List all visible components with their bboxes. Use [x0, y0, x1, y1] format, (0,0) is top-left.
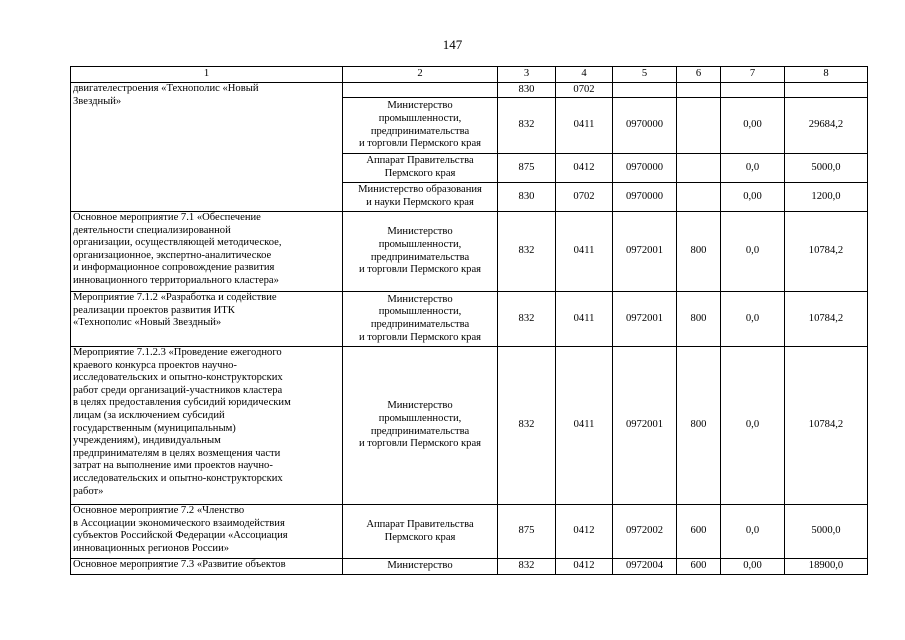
code-expense-type: 800: [677, 347, 721, 505]
code-expense-type: [677, 83, 721, 98]
code-grbs: 875: [498, 505, 556, 559]
value-col8: 5000,0: [785, 505, 868, 559]
column-header: 4: [556, 67, 613, 83]
organization-name: Министерство: [387, 560, 453, 572]
value-col8: 5000,0: [785, 154, 868, 183]
table-row: [71, 212, 868, 292]
organization-name: Министерство промышленности, предпринимательства и торговли Пермского края: [358, 400, 482, 450]
code-grbs: 832: [498, 559, 556, 575]
code-target: 0970000: [613, 183, 677, 212]
code-target: [613, 83, 677, 98]
measure-description: Основное мероприятие 7.3 «Развитие объектов: [73, 559, 286, 570]
measure-description-cell: [71, 559, 343, 575]
code-section: 0702: [556, 83, 613, 98]
measure-description: Основное мероприятие 7.2 «Членство в Ассоциации экономического взаимодействия субъектов Российской Федерации «Ассоциация инновационных регионов России»: [73, 505, 288, 554]
column-header: 2: [343, 67, 498, 83]
value-col8: 10784,2: [785, 292, 868, 347]
measure-description: Мероприятие 7.1.2.3 «Проведение ежегодного краевого конкурса проектов научно- исследовательских и опытно-конструкторских работ среди организаций-участников кластера в целях предоставления субсидий юридическим лицам (за исключением субсидий государственным (муниципальным) учреждениям), индивидуальным предпринимателям в целях возмещения части затрат на выполнение ими проектов научно- исследовательских и опытно-конструкторских работ»: [73, 347, 291, 497]
value-col7: 0,00: [721, 559, 785, 575]
organization-cell: [343, 154, 498, 183]
code-grbs: 832: [498, 292, 556, 347]
code-target: 0972002: [613, 505, 677, 559]
code-target: 0970000: [613, 98, 677, 154]
code-expense-type: 800: [677, 212, 721, 292]
measure-description-cell: [71, 505, 343, 559]
value-col7: [721, 83, 785, 98]
value-col7: 0,00: [721, 183, 785, 212]
page-number: 147: [442, 37, 463, 52]
value-col8: 10784,2: [785, 212, 868, 292]
code-grbs: 830: [498, 83, 556, 98]
code-section: 0411: [556, 292, 613, 347]
code-expense-type: [677, 98, 721, 154]
table-row: [71, 83, 868, 98]
organization-cell: [343, 505, 498, 559]
code-section: 0411: [556, 347, 613, 505]
code-section: 0702: [556, 183, 613, 212]
column-header: 6: [677, 67, 721, 83]
code-grbs: 832: [498, 98, 556, 154]
value-col8: 10784,2: [785, 347, 868, 505]
organization-cell: [343, 559, 498, 575]
code-grbs: 830: [498, 183, 556, 212]
measure-description-cell: [71, 292, 343, 347]
code-target: 0972004: [613, 559, 677, 575]
code-section: 0412: [556, 154, 613, 183]
organization-cell: [343, 212, 498, 292]
value-col7: 0,0: [721, 292, 785, 347]
code-grbs: 875: [498, 154, 556, 183]
table-row: [71, 292, 868, 347]
code-expense-type: [677, 183, 721, 212]
measure-description: Основное мероприятие 7.1 «Обеспечение деятельности специализированной организации, осуществляющей методическое, организационное, экспертно-аналитическое и информационное сопровождение развития инновационного территориального кластера»: [73, 212, 282, 286]
measure-description: Мероприятие 7.1.2 «Разработка и содействие реализации проектов развития ИТК «Технополис «Новый Звездный»: [73, 292, 277, 329]
organization-cell: [343, 292, 498, 347]
value-col7: 0,0: [721, 505, 785, 559]
measure-description: двигателестроения «Технополис «Новый Звездный»: [73, 83, 259, 107]
code-expense-type: [677, 154, 721, 183]
organization-cell: [343, 98, 498, 154]
code-section: 0412: [556, 505, 613, 559]
measure-description-cell: [71, 347, 343, 505]
organization-name: Аппарат Правительства Пермского края: [366, 518, 474, 543]
code-section: 0412: [556, 559, 613, 575]
table-header-row: [71, 67, 868, 83]
code-expense-type: 600: [677, 505, 721, 559]
code-grbs: 832: [498, 347, 556, 505]
organization-name: Министерство образования и науки Пермского края: [358, 184, 482, 208]
code-expense-type: 600: [677, 559, 721, 575]
value-col8: 18900,0: [785, 559, 868, 575]
value-col7: 0,0: [721, 347, 785, 505]
organization-cell: [343, 83, 498, 98]
table-row: [71, 347, 868, 505]
organization-name: Министерство промышленности, предпринимательства и торговли Пермского края: [358, 226, 482, 276]
column-header: 8: [785, 67, 868, 83]
code-section: 0411: [556, 98, 613, 154]
code-target: 0972001: [613, 347, 677, 505]
table-row: [71, 505, 868, 559]
value-col8: 1200,0: [785, 183, 868, 212]
code-section: 0411: [556, 212, 613, 292]
column-header: 7: [721, 67, 785, 83]
code-grbs: 832: [498, 212, 556, 292]
budget-table: [70, 66, 868, 575]
column-header: 5: [613, 67, 677, 83]
value-col7: 0,00: [721, 98, 785, 154]
organization-cell: [343, 347, 498, 505]
column-header: 3: [498, 67, 556, 83]
table-row: [71, 559, 868, 575]
code-target: 0970000: [613, 154, 677, 183]
organization-cell: [343, 183, 498, 212]
value-col7: 0,0: [721, 212, 785, 292]
code-target: 0972001: [613, 212, 677, 292]
organization-name: Аппарат Правительства Пермского края: [366, 155, 474, 179]
organization-name: Министерство промышленности, предпринимательства и торговли Пермского края: [358, 293, 482, 343]
value-col8: [785, 83, 868, 98]
column-header: 1: [71, 67, 343, 83]
code-target: 0972001: [613, 292, 677, 347]
value-col8: 29684,2: [785, 98, 868, 154]
value-col7: 0,0: [721, 154, 785, 183]
measure-description-cell: [71, 212, 343, 292]
organization-name: Министерство промышленности, предпринимательства и торговли Пермского края: [358, 100, 482, 150]
code-expense-type: 800: [677, 292, 721, 347]
measure-description-cell: [71, 83, 343, 212]
